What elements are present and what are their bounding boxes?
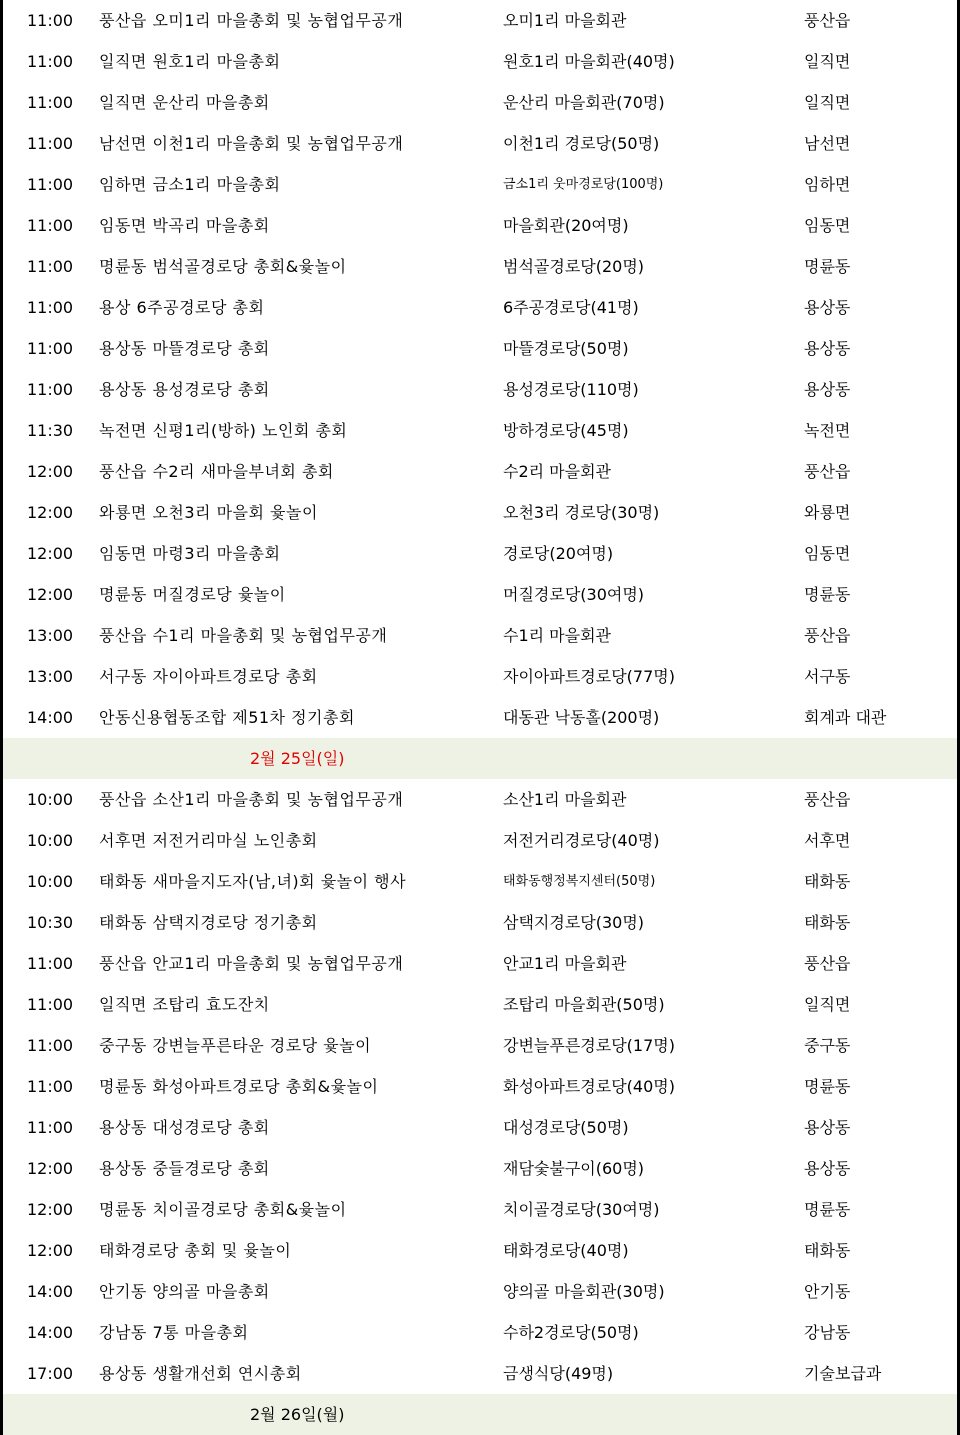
- event-time: 12:00: [27, 1200, 74, 1219]
- event-department: 풍산읍: [804, 954, 851, 973]
- event-time: 11:00: [27, 216, 74, 235]
- event-department: 와룡면: [804, 503, 851, 522]
- event-place: 수1리 마을회관: [503, 626, 612, 645]
- schedule-row: [3, 287, 957, 328]
- event-title: 풍산읍 소산1리 마을총회 및 농협업무공개: [99, 790, 404, 809]
- event-place: 태화동행정복지센터(50명): [503, 874, 656, 889]
- schedule-row: [3, 902, 957, 943]
- event-place: 6주공경로당(41명): [503, 298, 639, 317]
- event-time: 11:00: [27, 298, 74, 317]
- event-time: 17:00: [27, 1364, 74, 1383]
- schedule-row: [3, 369, 957, 410]
- event-place: 수2리 마을회관: [503, 462, 612, 481]
- event-time: 11:00: [27, 1036, 74, 1055]
- date-label: 2월 25일(일): [250, 749, 345, 768]
- event-title: 용상동 생활개선회 연시총회: [99, 1364, 302, 1383]
- schedule-row: [3, 246, 957, 287]
- date-label: 2월 26일(월): [250, 1405, 345, 1424]
- schedule-row: [3, 1312, 957, 1353]
- event-place: 이천1리 경로당(50명): [503, 134, 660, 153]
- event-title: 임동면 박곡리 마을총회: [99, 216, 270, 235]
- schedule-row: [3, 943, 957, 984]
- event-title: 용상동 대성경로당 총회: [99, 1118, 270, 1137]
- event-place: 범석골경로당(20명): [503, 257, 645, 276]
- event-time: 11:00: [27, 52, 74, 71]
- schedule-row: [3, 41, 957, 82]
- event-department: 일직면: [804, 52, 851, 71]
- event-place: 치이골경로당(30여명): [503, 1200, 660, 1219]
- event-title: 일직면 원호1리 마을총회: [99, 52, 281, 71]
- schedule-row: [3, 861, 957, 902]
- event-department: 태화동: [804, 913, 851, 932]
- event-place: 금소1리 웃마경로당(100명): [503, 177, 664, 192]
- event-place: 대동관 낙동홀(200명): [503, 708, 660, 727]
- event-title: 서구동 자이아파트경로당 총회: [99, 667, 318, 686]
- event-place: 태화경로당(40명): [503, 1241, 629, 1260]
- event-department: 용상동: [804, 1118, 851, 1137]
- schedule-row: [3, 82, 957, 123]
- event-title: 안기동 양의골 마을총회: [99, 1282, 270, 1301]
- event-title: 임동면 마령3리 마을총회: [99, 544, 281, 563]
- event-title: 녹전면 신평1리(방하) 노인회 총회: [99, 421, 348, 440]
- schedule-row: [3, 1189, 957, 1230]
- event-title: 풍산읍 안교1리 마을총회 및 농협업무공개: [99, 954, 404, 973]
- event-place: 삼택지경로당(30명): [503, 913, 645, 932]
- event-title: 일직면 조탑리 효도잔치: [99, 995, 270, 1014]
- schedule-row: [3, 492, 957, 533]
- event-title: 강남동 7통 마을총회: [99, 1323, 249, 1342]
- schedule-row: [3, 410, 957, 451]
- event-department: 녹전면: [804, 421, 851, 440]
- event-place: 저전거리경로당(40명): [503, 831, 660, 850]
- event-time: 13:00: [27, 667, 74, 686]
- event-department: 용상동: [804, 380, 851, 399]
- event-department: 용상동: [804, 339, 851, 358]
- event-title: 서후면 저전거리마실 노인총회: [99, 831, 318, 850]
- event-place: 소산1리 마을회관: [503, 790, 627, 809]
- event-department: 중구동: [804, 1036, 851, 1055]
- event-title: 명륜동 화성아파트경로당 총회&윷놀이: [99, 1077, 379, 1096]
- event-time: 11:00: [27, 339, 74, 358]
- schedule-row: [3, 820, 957, 861]
- event-department: 풍산읍: [804, 790, 851, 809]
- event-place: 오천3리 경로당(30명): [503, 503, 660, 522]
- event-title: 일직면 운산리 마을총회: [99, 93, 270, 112]
- event-time: 14:00: [27, 1282, 74, 1301]
- schedule-row: [3, 123, 957, 164]
- event-department: 강남동: [804, 1323, 851, 1342]
- event-department: 기술보급과: [804, 1364, 882, 1383]
- schedule-row: [3, 328, 957, 369]
- event-department: 명륜동: [804, 1077, 851, 1096]
- schedule-row: [3, 656, 957, 697]
- event-title: 임하면 금소1리 마을총회: [99, 175, 281, 194]
- event-department: 임동면: [804, 544, 851, 563]
- event-time: 12:00: [27, 462, 74, 481]
- event-place: 마뜰경로당(50명): [503, 339, 629, 358]
- event-department: 명륜동: [804, 257, 851, 276]
- date-header-row: [3, 1394, 957, 1435]
- schedule-row: [3, 1230, 957, 1271]
- schedule-table: [3, 0, 957, 1435]
- event-time: 13:00: [27, 626, 74, 645]
- event-title: 용상동 마뜰경로당 총회: [99, 339, 270, 358]
- event-title: 용상동 중들경로당 총회: [99, 1159, 270, 1178]
- event-place: 수하2경로당(50명): [503, 1323, 639, 1342]
- event-title: 와룡면 오천3리 마을회 윷놀이: [99, 503, 318, 522]
- event-time: 11:00: [27, 175, 74, 194]
- event-department: 명륜동: [804, 1200, 851, 1219]
- schedule-row: [3, 0, 957, 41]
- event-department: 태화동: [804, 872, 851, 891]
- event-title: 명륜동 치이골경로당 총회&윷놀이: [99, 1200, 347, 1219]
- event-title: 풍산읍 오미1리 마을총회 및 농협업무공개: [99, 11, 404, 30]
- event-place: 오미1리 마을회관: [503, 11, 627, 30]
- event-time: 12:00: [27, 544, 74, 563]
- event-time: 11:30: [27, 421, 74, 440]
- event-department: 용상동: [804, 1159, 851, 1178]
- event-department: 일직면: [804, 995, 851, 1014]
- schedule-row: [3, 984, 957, 1025]
- event-time: 11:00: [27, 380, 74, 399]
- event-place: 머질경로당(30여명): [503, 585, 645, 604]
- event-department: 임동면: [804, 216, 851, 235]
- event-time: 10:00: [27, 831, 74, 850]
- event-time: 12:00: [27, 585, 74, 604]
- event-department: 서구동: [804, 667, 851, 686]
- event-place: 운산리 마을회관(70명): [503, 93, 665, 112]
- event-time: 10:00: [27, 790, 74, 809]
- event-department: 용상동: [804, 298, 851, 317]
- schedule-row: [3, 533, 957, 574]
- event-title: 중구동 강변늘푸른타운 경로당 윷놀이: [99, 1036, 372, 1055]
- schedule-row: [3, 615, 957, 656]
- schedule-row: [3, 697, 957, 738]
- event-department: 회계과 대관: [804, 708, 887, 727]
- event-department: 태화동: [804, 1241, 851, 1260]
- schedule-row: [3, 1353, 957, 1394]
- schedule-row: [3, 574, 957, 615]
- event-department: 남선면: [804, 134, 851, 153]
- event-time: 12:00: [27, 503, 74, 522]
- schedule-row: [3, 164, 957, 205]
- event-time: 12:00: [27, 1159, 74, 1178]
- event-time: 11:00: [27, 93, 74, 112]
- event-place: 양의골 마을회관(30명): [503, 1282, 665, 1301]
- event-time: 11:00: [27, 257, 74, 276]
- event-place: 자이아파트경로당(77명): [503, 667, 675, 686]
- event-place: 원호1리 마을회관(40명): [503, 52, 675, 71]
- event-time: 10:30: [27, 913, 74, 932]
- event-place: 재담숯불구이(60명): [503, 1159, 645, 1178]
- schedule-row: [3, 1148, 957, 1189]
- event-time: 11:00: [27, 134, 74, 153]
- date-header-row: [3, 738, 957, 779]
- event-department: 풍산읍: [804, 462, 851, 481]
- event-time: 11:00: [27, 954, 74, 973]
- event-title: 풍산읍 수1리 마을총회 및 농협업무공개: [99, 626, 388, 645]
- schedule-row: [3, 1066, 957, 1107]
- event-department: 일직면: [804, 93, 851, 112]
- event-department: 임하면: [804, 175, 851, 194]
- event-title: 안동신용협동조합 제51차 정기총회: [99, 708, 355, 727]
- event-title: 용상동 용성경로당 총회: [99, 380, 270, 399]
- event-place: 용성경로당(110명): [503, 380, 639, 399]
- event-place: 경로당(20여명): [503, 544, 614, 563]
- event-time: 11:00: [27, 1077, 74, 1096]
- event-place: 방하경로당(45명): [503, 421, 629, 440]
- event-department: 풍산읍: [804, 11, 851, 30]
- event-department: 서후면: [804, 831, 851, 850]
- event-place: 안교1리 마을회관: [503, 954, 627, 973]
- event-title: 용상 6주공경로당 총회: [99, 298, 265, 317]
- event-time: 12:00: [27, 1241, 74, 1260]
- schedule-row: [3, 1025, 957, 1066]
- event-place: 마을회관(20여명): [503, 216, 629, 235]
- event-time: 14:00: [27, 708, 74, 727]
- event-place: 금생식당(49명): [503, 1364, 614, 1383]
- event-title: 태화경로당 총회 및 윷놀이: [99, 1241, 292, 1260]
- schedule-row: [3, 205, 957, 246]
- event-department: 안기동: [804, 1282, 851, 1301]
- event-place: 대성경로당(50명): [503, 1118, 629, 1137]
- event-department: 풍산읍: [804, 626, 851, 645]
- event-title: 태화동 삼택지경로당 정기총회: [99, 913, 318, 932]
- event-title: 명륜동 머질경로당 윷놀이: [99, 585, 286, 604]
- schedule-row: [3, 1271, 957, 1312]
- event-time: 11:00: [27, 11, 74, 30]
- event-time: 10:00: [27, 872, 74, 891]
- schedule-row: [3, 1107, 957, 1148]
- event-title: 남선면 이천1리 마을총회 및 농협업무공개: [99, 134, 404, 153]
- event-time: 14:00: [27, 1323, 74, 1342]
- event-title: 명륜동 범석골경로당 총회&윷놀이: [99, 257, 347, 276]
- schedule-row: [3, 779, 957, 820]
- event-place: 조탑리 마을회관(50명): [503, 995, 665, 1014]
- schedule-row: [3, 451, 957, 492]
- event-title: 태화동 새마을지도자(남,녀)회 윷놀이 행사: [99, 872, 407, 891]
- event-time: 11:00: [27, 1118, 74, 1137]
- event-department: 명륜동: [804, 585, 851, 604]
- event-place: 강변늘푸른경로당(17명): [503, 1036, 675, 1055]
- event-place: 화성아파트경로당(40명): [503, 1077, 675, 1096]
- event-time: 11:00: [27, 995, 74, 1014]
- event-title: 풍산읍 수2리 새마을부녀회 총회: [99, 462, 334, 481]
